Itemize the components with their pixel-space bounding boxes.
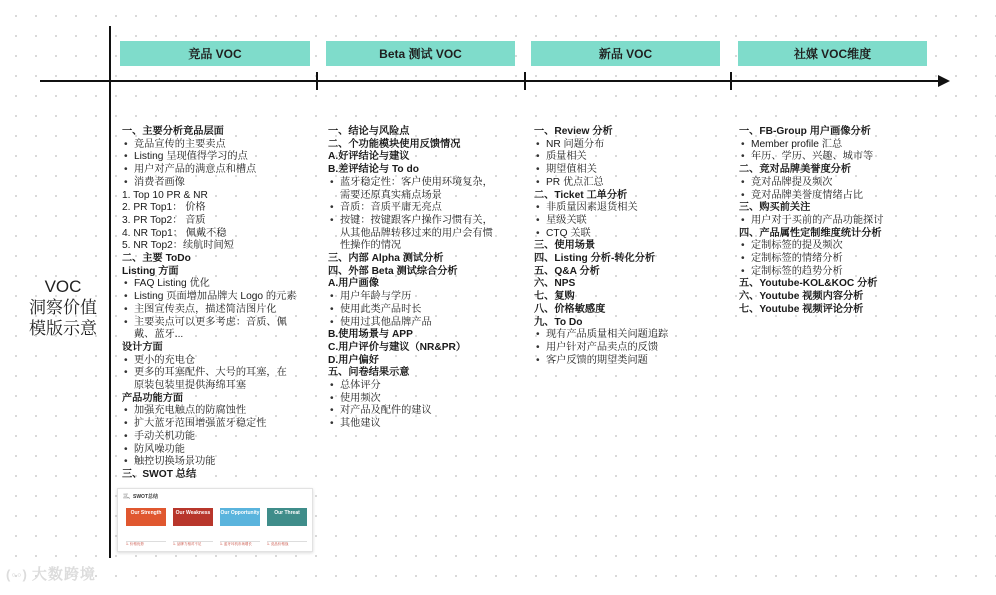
list-item: • 蓝牙稳定性：客户使用环境复杂， — [328, 177, 493, 190]
list-item: • 用户对产品的满意点和槽点 — [122, 164, 296, 177]
list-item: • 触控切换场景功能 — [122, 456, 296, 469]
section-heading: 六、NPS — [534, 278, 576, 290]
section-heading: D.用户偏好 — [328, 354, 379, 366]
list-item: • 防风噪功能 — [122, 444, 296, 457]
list-item: • 竞对品牌美誉度情绪占比 — [739, 190, 883, 203]
column-beta — [328, 126, 493, 431]
list-item: • Member profile 汇总 — [739, 139, 883, 152]
list-item: • 对产品及配件的建议 — [328, 405, 493, 418]
list-item: 原装包装里提供海绵耳塞 — [134, 380, 247, 392]
list-item: • 扩大蓝牙范围增强蓝牙稳定性 — [122, 418, 296, 431]
list-item: • 用户针对产品卖点的反馈 — [534, 342, 668, 355]
section-heading: 四、外部 Beta 测试综合分析 — [328, 265, 458, 277]
section-heading: 四、产品属性定制维度统计分析 — [739, 227, 882, 239]
list-item: • 手动关机功能 — [122, 431, 296, 444]
horizontal-axis — [40, 80, 940, 82]
axis-arrow-icon — [938, 75, 950, 87]
section-heading: 二、Ticket 工单分析 — [534, 189, 628, 201]
list-item: • Listing 呈现值得学习的点 — [122, 151, 296, 164]
section-heading: A.好评结论与建议 — [328, 151, 410, 163]
section-heading: C.用户评价与建议（NR&PR） — [328, 341, 467, 353]
list-item: 从其他品牌转移过来的用户会有惯 — [340, 227, 493, 239]
vertical-axis — [109, 26, 111, 558]
y-label-line: 模版示意 — [29, 319, 97, 338]
section-heading: 五、问卷结果示意 — [328, 367, 410, 379]
list-item: • 按键：按键跟客户操作习惯有关， — [328, 215, 493, 228]
column-competitor — [122, 126, 296, 482]
list-item: • 加强充电触点的防腐蚀性 — [122, 405, 296, 418]
section-heading: 六、Youtube 视频内容分析 — [739, 291, 864, 303]
list-item: 4. NR Top1： 佩戴不稳 — [122, 227, 227, 239]
section-heading: 八、价格敏感度 — [534, 303, 606, 315]
section-heading: 一、结论与风险点 — [328, 126, 410, 137]
header-social-voc: 社媒 VOC维度 — [738, 41, 927, 66]
list-item: • 其他建议 — [328, 418, 493, 431]
y-axis-label — [20, 276, 106, 339]
list-item: • 总体评分 — [328, 380, 493, 393]
header-new-product-voc: 新品 VOC — [531, 41, 720, 66]
axis-tick — [730, 72, 732, 90]
list-item: 3. PR Top2： 音质 — [122, 214, 206, 226]
column-social — [739, 126, 883, 317]
swot-thumbnail — [117, 488, 313, 552]
swot-sub-item: 1. 蓝牙耳机市场增长 — [220, 541, 260, 549]
list-item: • 消费者画像 — [122, 177, 296, 190]
list-item: • 音质：音质平庸无亮点 — [328, 202, 493, 215]
section-heading: 五、Q&A 分析 — [534, 265, 600, 277]
list-item: • Listing 页面增加品牌大 Logo 的元素 — [122, 291, 296, 304]
section-heading: 四、Listing 分析-转化分析 — [534, 253, 656, 265]
section-heading: Listing 方面 — [122, 265, 179, 277]
list-item: • 竞品宣传的主要卖点 — [122, 139, 296, 152]
section-heading: 七、复购 — [534, 291, 575, 303]
list-item: 戴、蓝牙... — [134, 329, 184, 341]
list-item: • 使用此类产品时长 — [328, 304, 493, 317]
section-heading: A.用户画像 — [328, 278, 379, 290]
section-heading: 二、个功能模块使用反馈情况 — [328, 138, 461, 150]
header-competitor-voc: 竞品 VOC — [120, 41, 310, 66]
list-item: • 更小的充电仓 — [122, 355, 296, 368]
list-item: 需要还原真实痛点场景 — [340, 189, 442, 201]
section-heading: 一、主要分析竞品层面 — [122, 126, 224, 137]
section-heading: 三、内部 Alpha 测试分析 — [328, 253, 444, 265]
watermark — [6, 563, 96, 584]
column-new-product — [534, 126, 668, 367]
axis-tick — [316, 72, 318, 90]
list-item: • NR 问题分布 — [534, 139, 668, 152]
list-item: • 非质量因素退货相关 — [534, 202, 668, 215]
list-item: • 使用频次 — [328, 393, 493, 406]
list-item: • 定制标签的趋势分析 — [739, 266, 883, 279]
section-heading: B.差评结论与 To do — [328, 164, 419, 176]
section-heading: B.使用场景与 APP — [328, 329, 413, 341]
list-item: • PR 优点汇总 — [534, 177, 668, 190]
swot-box: Our Strength — [126, 508, 166, 526]
swot-sub-item: 1. 竞品价格战 — [267, 541, 307, 549]
section-heading: 二、主要 ToDo — [122, 253, 191, 265]
list-item: 2. PR Top1： 价格 — [122, 202, 206, 214]
y-label-line: VOC — [44, 277, 82, 296]
list-item: • 用户对于买前的产品功能探讨 — [739, 215, 883, 228]
list-item: • 现有产品质量相关问题追踪 — [534, 329, 668, 342]
list-item: • 主要卖点可以更多考虑：音质、佩 — [122, 317, 296, 330]
swot-sub-item: 1. 品牌力相对不足 — [173, 541, 213, 549]
list-item: • 主图宣传卖点，描述简洁图片化 — [122, 304, 296, 317]
section-heading: 九、To Do — [534, 316, 583, 328]
list-item: • 定制标签的提及频次 — [739, 240, 883, 253]
section-heading: 三、购买前关注 — [739, 202, 811, 214]
list-item: 1. Top 10 PR & NR — [122, 189, 208, 201]
list-item: • 竞对品牌提及频次 — [739, 177, 883, 190]
y-label-line: 洞察价值 — [29, 298, 97, 317]
section-heading: 五、Youtube-KOL&KOC 分析 — [739, 278, 878, 290]
watermark-text: 大数跨境 — [31, 566, 96, 583]
list-item: • 使用过其他品牌产品 — [328, 317, 493, 330]
swot-sub-item: 1. 价格优势 — [126, 541, 166, 549]
section-heading: 三、SWOT 总结 — [122, 468, 197, 480]
list-item: 性操作的情况 — [340, 240, 402, 252]
swot-title: 三、SWOT总结 — [123, 494, 158, 500]
list-item: • 期望值相关 — [534, 164, 668, 177]
swot-box: Our Weakness — [173, 508, 213, 526]
watermark-logo-icon: (◦◦) — [6, 567, 28, 582]
section-heading: 一、Review 分析 — [534, 126, 613, 137]
list-item: • 质量相关 — [534, 151, 668, 164]
section-heading: 三、使用场景 — [534, 240, 596, 252]
list-item: • 更多的耳塞配件、大号的耳塞，在 — [122, 367, 296, 380]
list-item: • FAQ Listing 优化 — [122, 278, 296, 291]
section-heading: 七、Youtube 视频评论分析 — [739, 303, 864, 315]
list-item: • 定制标签的情绪分析 — [739, 253, 883, 266]
list-item: 5. NR Top2：续航时间短 — [122, 240, 234, 252]
section-heading: 产品功能方面 — [122, 392, 184, 404]
list-item: • 用户年龄与学历 — [328, 291, 493, 304]
axis-tick — [524, 72, 526, 90]
list-item: • 星级关联 — [534, 215, 668, 228]
list-item: • CTQ 关联 — [534, 228, 668, 241]
header-beta-voc: Beta 测试 VOC — [326, 41, 515, 66]
section-heading: 设计方面 — [122, 341, 163, 353]
swot-box: Our Threat — [267, 508, 307, 526]
list-item: • 年历、学历、兴趣、城市等 — [739, 151, 883, 164]
swot-box: Our Opportunity — [220, 508, 260, 526]
section-heading: 一、FB-Group 用户画像分析 — [739, 126, 871, 137]
list-item: • 客户反馈的期望类问题 — [534, 355, 668, 368]
section-heading: 二、竞对品牌美誉度分析 — [739, 164, 852, 176]
